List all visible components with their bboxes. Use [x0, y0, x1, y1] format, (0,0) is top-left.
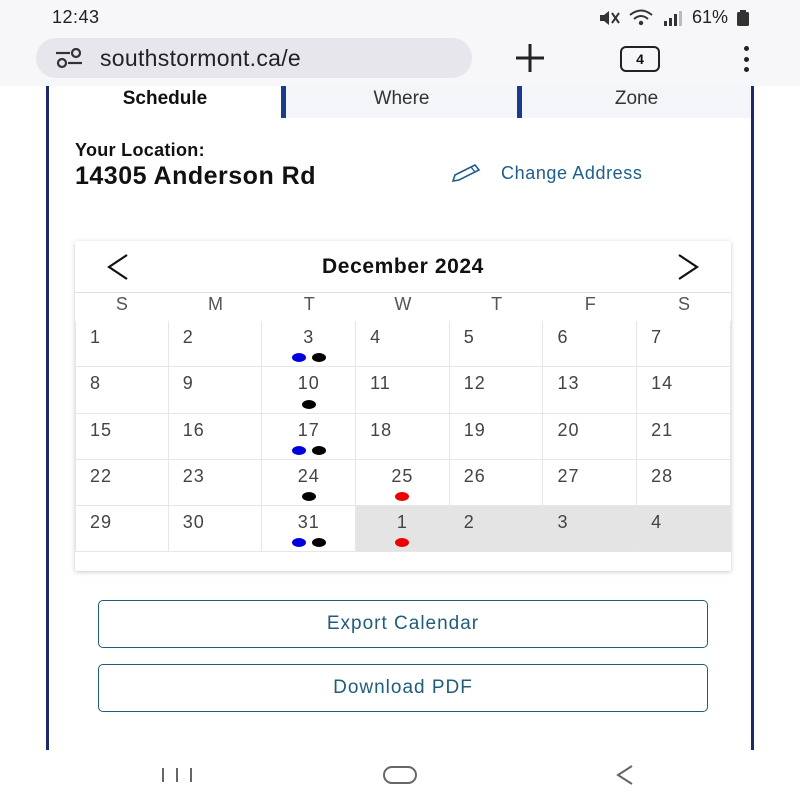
battery-percent: 61% [691, 7, 728, 27]
calendar-day-cell[interactable] [169, 506, 263, 552]
tab-switcher-button[interactable] [620, 46, 660, 72]
collection-dots [356, 538, 449, 547]
collection-dots [262, 446, 355, 455]
day-number: 17 [297, 419, 320, 440]
calendar-week-row [75, 367, 731, 413]
day-number: 4 [370, 327, 382, 347]
day-number: 28 [651, 465, 674, 486]
calendar-day-cell[interactable] [637, 414, 731, 460]
page-content [46, 86, 754, 750]
calendar-day-cell[interactable] [262, 321, 356, 367]
recent-apps-icon[interactable] [160, 764, 194, 786]
export-calendar-button[interactable] [98, 600, 708, 648]
day-number: 25 [391, 465, 414, 486]
black-collection-dot [312, 538, 326, 547]
blue-collection-dot [292, 353, 306, 362]
collection-dots [262, 492, 355, 501]
day-number: 15 [90, 419, 113, 440]
pencil-icon[interactable] [449, 164, 485, 184]
site-settings-icon[interactable] [54, 47, 84, 69]
black-collection-dot [312, 353, 326, 362]
blue-collection-dot [292, 446, 306, 455]
calendar-day-cell[interactable] [450, 321, 544, 367]
weekday-label: M [208, 294, 224, 314]
day-number: 21 [651, 419, 674, 440]
day-number: 8 [90, 373, 102, 394]
tab-zone-label: Zone [614, 88, 659, 109]
day-number: 18 [370, 419, 393, 440]
battery-icon [736, 9, 750, 27]
wifi-icon [628, 9, 654, 27]
calendar-day-cell[interactable] [450, 460, 544, 506]
calendar-header [75, 241, 731, 293]
day-number: 4 [651, 512, 663, 533]
calendar [75, 241, 731, 571]
calendar-day-cell[interactable] [543, 506, 637, 552]
calendar-day-cell[interactable] [637, 367, 731, 413]
calendar-day-cell[interactable] [262, 367, 356, 413]
day-number: 3 [557, 512, 569, 533]
calendar-week-row [75, 460, 731, 506]
calendar-day-cell[interactable] [75, 506, 169, 552]
tab-where-label: Where [373, 88, 430, 109]
calendar-week-row [75, 506, 731, 552]
calendar-day-cell[interactable] [543, 321, 637, 367]
signal-icon [662, 9, 684, 27]
weekday-label: S [115, 294, 128, 314]
calendar-week-row [75, 414, 731, 460]
calendar-day-cell[interactable] [356, 414, 450, 460]
new-tab-plus-icon[interactable] [512, 40, 548, 76]
overflow-menu-icon[interactable] [736, 44, 756, 74]
day-number: 2 [463, 512, 475, 533]
calendar-day-cell[interactable] [637, 506, 731, 552]
tab-count: 4 [636, 51, 644, 67]
change-address-link[interactable]: Change Address [501, 163, 643, 183]
weekday-label: T [303, 294, 315, 314]
calendar-day-cell[interactable] [450, 367, 544, 413]
collection-dots [356, 492, 449, 501]
collection-dots [262, 353, 355, 362]
calendar-day-cell[interactable] [637, 460, 731, 506]
black-collection-dot [302, 492, 316, 501]
month-title: December 2024 [322, 255, 484, 278]
day-number: 13 [557, 373, 580, 394]
address-bar[interactable] [36, 38, 472, 78]
home-icon[interactable] [382, 764, 418, 786]
tab-strip [49, 86, 751, 118]
mute-icon [598, 9, 620, 27]
calendar-day-cell[interactable] [356, 506, 450, 552]
calendar-day-cell[interactable] [450, 506, 544, 552]
day-number: 31 [297, 512, 320, 533]
day-number: 10 [297, 373, 320, 394]
location-address: 14305 Anderson Rd [75, 162, 316, 190]
day-number: 29 [90, 512, 113, 533]
day-number: 22 [90, 465, 113, 486]
day-number: 30 [182, 512, 205, 533]
calendar-day-cell[interactable] [356, 321, 450, 367]
blue-collection-dot [292, 538, 306, 547]
tab-zone[interactable] [517, 86, 751, 118]
day-number: 26 [463, 465, 486, 486]
tab-where[interactable] [281, 86, 517, 118]
collection-dots [262, 538, 355, 547]
day-number: 19 [463, 419, 486, 440]
day-number: 3 [303, 327, 315, 347]
calendar-day-cell[interactable] [262, 506, 356, 552]
day-number: 24 [297, 465, 320, 486]
back-icon[interactable] [614, 764, 636, 786]
day-number: 14 [651, 373, 674, 394]
calendar-day-cell[interactable] [169, 321, 263, 367]
calendar-day-cell[interactable] [75, 414, 169, 460]
location-label: Your Location: [75, 140, 205, 160]
calendar-day-cell[interactable] [75, 460, 169, 506]
status-bar [0, 0, 800, 34]
collection-dots [262, 400, 355, 409]
weekday-label: F [584, 294, 596, 314]
calendar-day-cell[interactable] [75, 367, 169, 413]
day-number: 12 [463, 373, 486, 394]
black-collection-dot [312, 446, 326, 455]
calendar-day-cell[interactable] [356, 460, 450, 506]
chevron-right-icon[interactable] [671, 251, 703, 283]
red-collection-dot [395, 538, 409, 547]
url-text[interactable]: southstormont.ca/e [100, 44, 302, 71]
export-calendar-label: Export Calendar [326, 613, 480, 634]
day-number: 20 [557, 419, 580, 440]
day-number: 6 [557, 327, 569, 347]
calendar-day-cell[interactable] [169, 460, 263, 506]
calendar-day-cell[interactable] [543, 460, 637, 506]
status-time: 12:43 [52, 7, 100, 27]
day-number: 16 [182, 419, 205, 440]
calendar-day-cell[interactable] [450, 414, 544, 460]
weekday-label: W [394, 294, 412, 314]
calendar-day-cell[interactable] [75, 321, 169, 367]
browser-toolbar [0, 34, 800, 86]
android-nav-bar [0, 750, 800, 800]
calendar-day-cell[interactable] [169, 414, 263, 460]
calendar-day-cell[interactable] [356, 367, 450, 413]
day-number: 11 [370, 373, 391, 394]
calendar-day-cell[interactable] [262, 414, 356, 460]
day-number: 27 [557, 465, 580, 486]
download-pdf-button[interactable] [98, 664, 708, 712]
tab-schedule-label: Schedule [122, 88, 208, 109]
status-icons [598, 7, 750, 28]
day-number: 23 [182, 465, 205, 486]
weekday-label: T [491, 294, 503, 314]
calendar-grid [75, 321, 731, 552]
calendar-day-cell[interactable] [543, 414, 637, 460]
red-collection-dot [395, 492, 409, 501]
weekday-header [75, 293, 731, 321]
download-pdf-label: Download PDF [333, 677, 473, 698]
day-number: 1 [396, 512, 408, 533]
tab-schedule[interactable] [49, 86, 281, 118]
calendar-day-cell[interactable] [543, 367, 637, 413]
calendar-day-cell[interactable] [637, 321, 731, 367]
calendar-week-row [75, 321, 731, 367]
calendar-day-cell[interactable] [169, 367, 263, 413]
day-number: 2 [182, 327, 194, 347]
weekday-label: S [677, 294, 690, 314]
day-number: 5 [463, 327, 475, 347]
day-number: 9 [182, 373, 194, 394]
day-number: 1 [90, 327, 102, 347]
black-collection-dot [302, 400, 316, 409]
calendar-day-cell[interactable] [262, 460, 356, 506]
day-number: 7 [651, 327, 663, 347]
